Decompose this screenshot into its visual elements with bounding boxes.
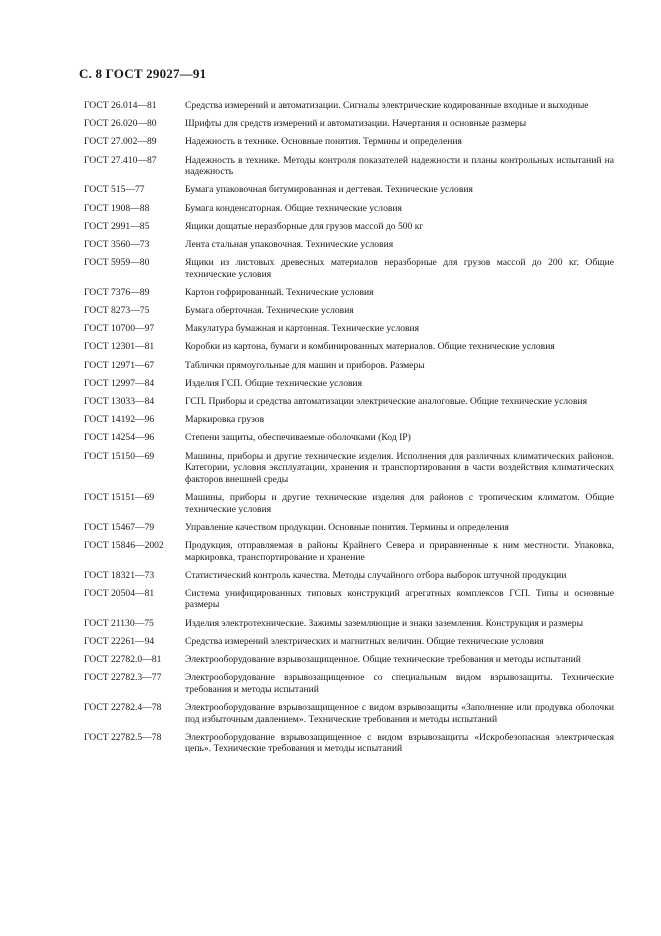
reference-code: ГОСТ 5959—80: [84, 257, 150, 269]
reference-row: [84, 414, 614, 426]
reference-title: Ящики дощатые неразборные для грузов массой до 500 кг: [185, 220, 424, 232]
reference-row: [84, 492, 614, 515]
reference-title: Маркировка грузов: [185, 414, 265, 426]
reference-code: ГОСТ 15846—2002: [84, 539, 164, 551]
reference-title: Макулатура бумажная и картонная. Технические условия: [185, 323, 420, 335]
reference-title: Изделия электротехнические. Зажимы заземляющие и знаки заземления. Конструкция и размеры: [185, 617, 584, 629]
reference-title: Таблички прямоугольные для машин и приборов. Размеры: [185, 359, 425, 371]
reference-title: Бумага конденсаторная. Общие технические условия: [185, 202, 402, 214]
reference-code: ГОСТ 15151—69: [84, 491, 155, 503]
reference-row: [84, 540, 614, 563]
reference-title: Машины, приборы и другие технические изделия. Исполнения для различных климатических районов. Категории, условия эксплуатации, хранения и транспортирования в части воздействия климатических факторов внешней среды: [185, 450, 614, 485]
reference-title: Надежность в технике. Основные понятия. Термины и определения: [185, 136, 462, 148]
reference-row: [84, 305, 614, 317]
reference-code: ГОСТ 21130—75: [84, 617, 154, 629]
reference-row: [84, 136, 614, 148]
reference-code: ГОСТ 22782.3—77: [84, 672, 162, 684]
reference-code: ГОСТ 14254—96: [84, 432, 155, 444]
reference-title: Средства измерений и автоматизации. Сигналы электрические кодированные входные и выходные: [185, 100, 589, 111]
reference-row: [84, 239, 614, 251]
reference-code: ГОСТ 27.410—87: [84, 154, 157, 166]
reference-code: ГОСТ 15467—79: [84, 521, 155, 533]
reference-row: [84, 155, 614, 178]
reference-row: [84, 203, 614, 215]
reference-row: [84, 451, 614, 486]
reference-code: ГОСТ 12971—67: [84, 359, 155, 371]
reference-row: [84, 396, 614, 408]
reference-title: ГСП. Приборы и средства автоматизации электрические аналоговые. Общие технические условия: [185, 396, 588, 407]
reference-row: [84, 636, 614, 648]
reference-code: ГОСТ 7376—89: [84, 286, 150, 298]
reference-code: ГОСТ 22782.0—81: [84, 654, 162, 666]
reference-row: [84, 522, 614, 534]
reference-title: Машины, приборы и другие технические изделия для районов с тропическим климатом. Общие технические условия: [185, 491, 614, 515]
reference-title: Шрифты для средств измерений и автоматизации. Начертания и основные размеры: [185, 118, 527, 130]
reference-row: [84, 323, 614, 335]
reference-code: ГОСТ 515—77: [84, 184, 145, 196]
reference-code: ГОСТ 26.020—80: [84, 118, 157, 130]
reference-title: Надежность в технике. Методы контроля показателей надежности и планы контрольных испытаний на надежность: [185, 154, 614, 178]
reference-code: ГОСТ 18321—73: [84, 569, 155, 581]
reference-row: [84, 360, 614, 372]
reference-code: ГОСТ 15150—69: [84, 450, 155, 462]
reference-row: [84, 221, 614, 233]
reference-title: Электрооборудование взрывозащищенное со специальным видом взрывозащиты. Технические требования и методы испытаний: [185, 672, 614, 695]
reference-code: ГОСТ 20504—81: [84, 587, 155, 599]
reference-code: ГОСТ 3560—73: [84, 238, 150, 250]
reference-code: ГОСТ 27.002—89: [84, 136, 157, 148]
reference-row: [84, 118, 614, 130]
reference-title: Электрооборудование взрывозащищенное с видом взрывозащиты «Заполнение или продувка оболочки под избыточным давлением». Технические требования и методы испытаний: [185, 702, 614, 725]
reference-title: Управление качеством продукции. Основные понятия. Термины и определения: [185, 521, 509, 533]
reference-row: [84, 588, 614, 611]
reference-row: [84, 287, 614, 299]
reference-code: ГОСТ 26.014—81: [84, 100, 157, 111]
reference-title: Ящики из листовых древесных материалов неразборные для грузов массой до 200 кг. Общие технические условия: [185, 257, 614, 280]
reference-title: Картон гофрированный. Технические условия: [185, 286, 374, 298]
reference-code: ГОСТ 22782.5—78: [84, 731, 162, 743]
reference-title: Бумага оберточная. Технические условия: [185, 305, 354, 317]
reference-code: ГОСТ 1908—88: [84, 202, 150, 214]
reference-code: ГОСТ 12997—84: [84, 377, 155, 389]
reference-row: [84, 432, 614, 444]
reference-title: Статистический контроль качества. Методы случайного отбора выборок штучной продукции: [185, 569, 567, 581]
reference-title: Система унифицированных типовых конструкций агрегатных комплексов ГСП. Типы и основные размеры: [185, 587, 614, 611]
reference-title: Коробки из картона, бумаги и комбинированных материалов. Общие технические условия: [185, 341, 555, 353]
reference-row: [84, 654, 614, 666]
reference-row: [84, 378, 614, 390]
reference-row: [84, 570, 614, 582]
reference-row: [84, 184, 614, 196]
reference-code: ГОСТ 8273—75: [84, 305, 150, 317]
reference-list: [84, 100, 614, 762]
reference-row: [84, 732, 614, 755]
reference-code: ГОСТ 22261—94: [84, 635, 155, 647]
reference-code: ГОСТ 14192—96: [84, 414, 155, 426]
reference-title: Электрооборудование взрывозащищенное. Общие технические требования и методы испытаний: [185, 654, 581, 666]
reference-code: ГОСТ 10700—97: [84, 323, 155, 335]
reference-title: Бумага упаковочная битумированная и дегтевая. Технические условия: [185, 184, 473, 196]
reference-row: [84, 672, 614, 695]
reference-row: [84, 702, 614, 725]
reference-title: Средства измерений электрических и магнитных величин. Общие технические условия: [185, 635, 544, 647]
reference-row: [84, 100, 614, 112]
reference-row: [84, 341, 614, 353]
reference-row: [84, 618, 614, 630]
reference-title: Степени защиты, обеспечиваемые оболочками (Код IP): [185, 432, 411, 444]
reference-code: ГОСТ 22782.4—78: [84, 702, 162, 713]
page-header: С. 8 ГОСТ 29027—91: [79, 66, 207, 81]
reference-title: Лента стальная упаковочная. Технические условия: [185, 238, 394, 250]
reference-title: Изделия ГСП. Общие технические условия: [185, 377, 363, 389]
reference-code: ГОСТ 12301—81: [84, 341, 155, 353]
reference-row: [84, 257, 614, 280]
reference-title: Продукция, отправляемая в районы Крайнего Севера и приравненные к ним местности. Упаковка, маркировка, транспортирование и хранение: [185, 539, 614, 563]
reference-code: ГОСТ 2991—85: [84, 220, 150, 232]
reference-code: ГОСТ 13033—84: [84, 396, 155, 407]
reference-title: Электрооборудование взрывозащищенное с видом взрывозащиты «Искробезопасная электрическая цепь». Технические требования и методы испытаний: [185, 731, 614, 755]
